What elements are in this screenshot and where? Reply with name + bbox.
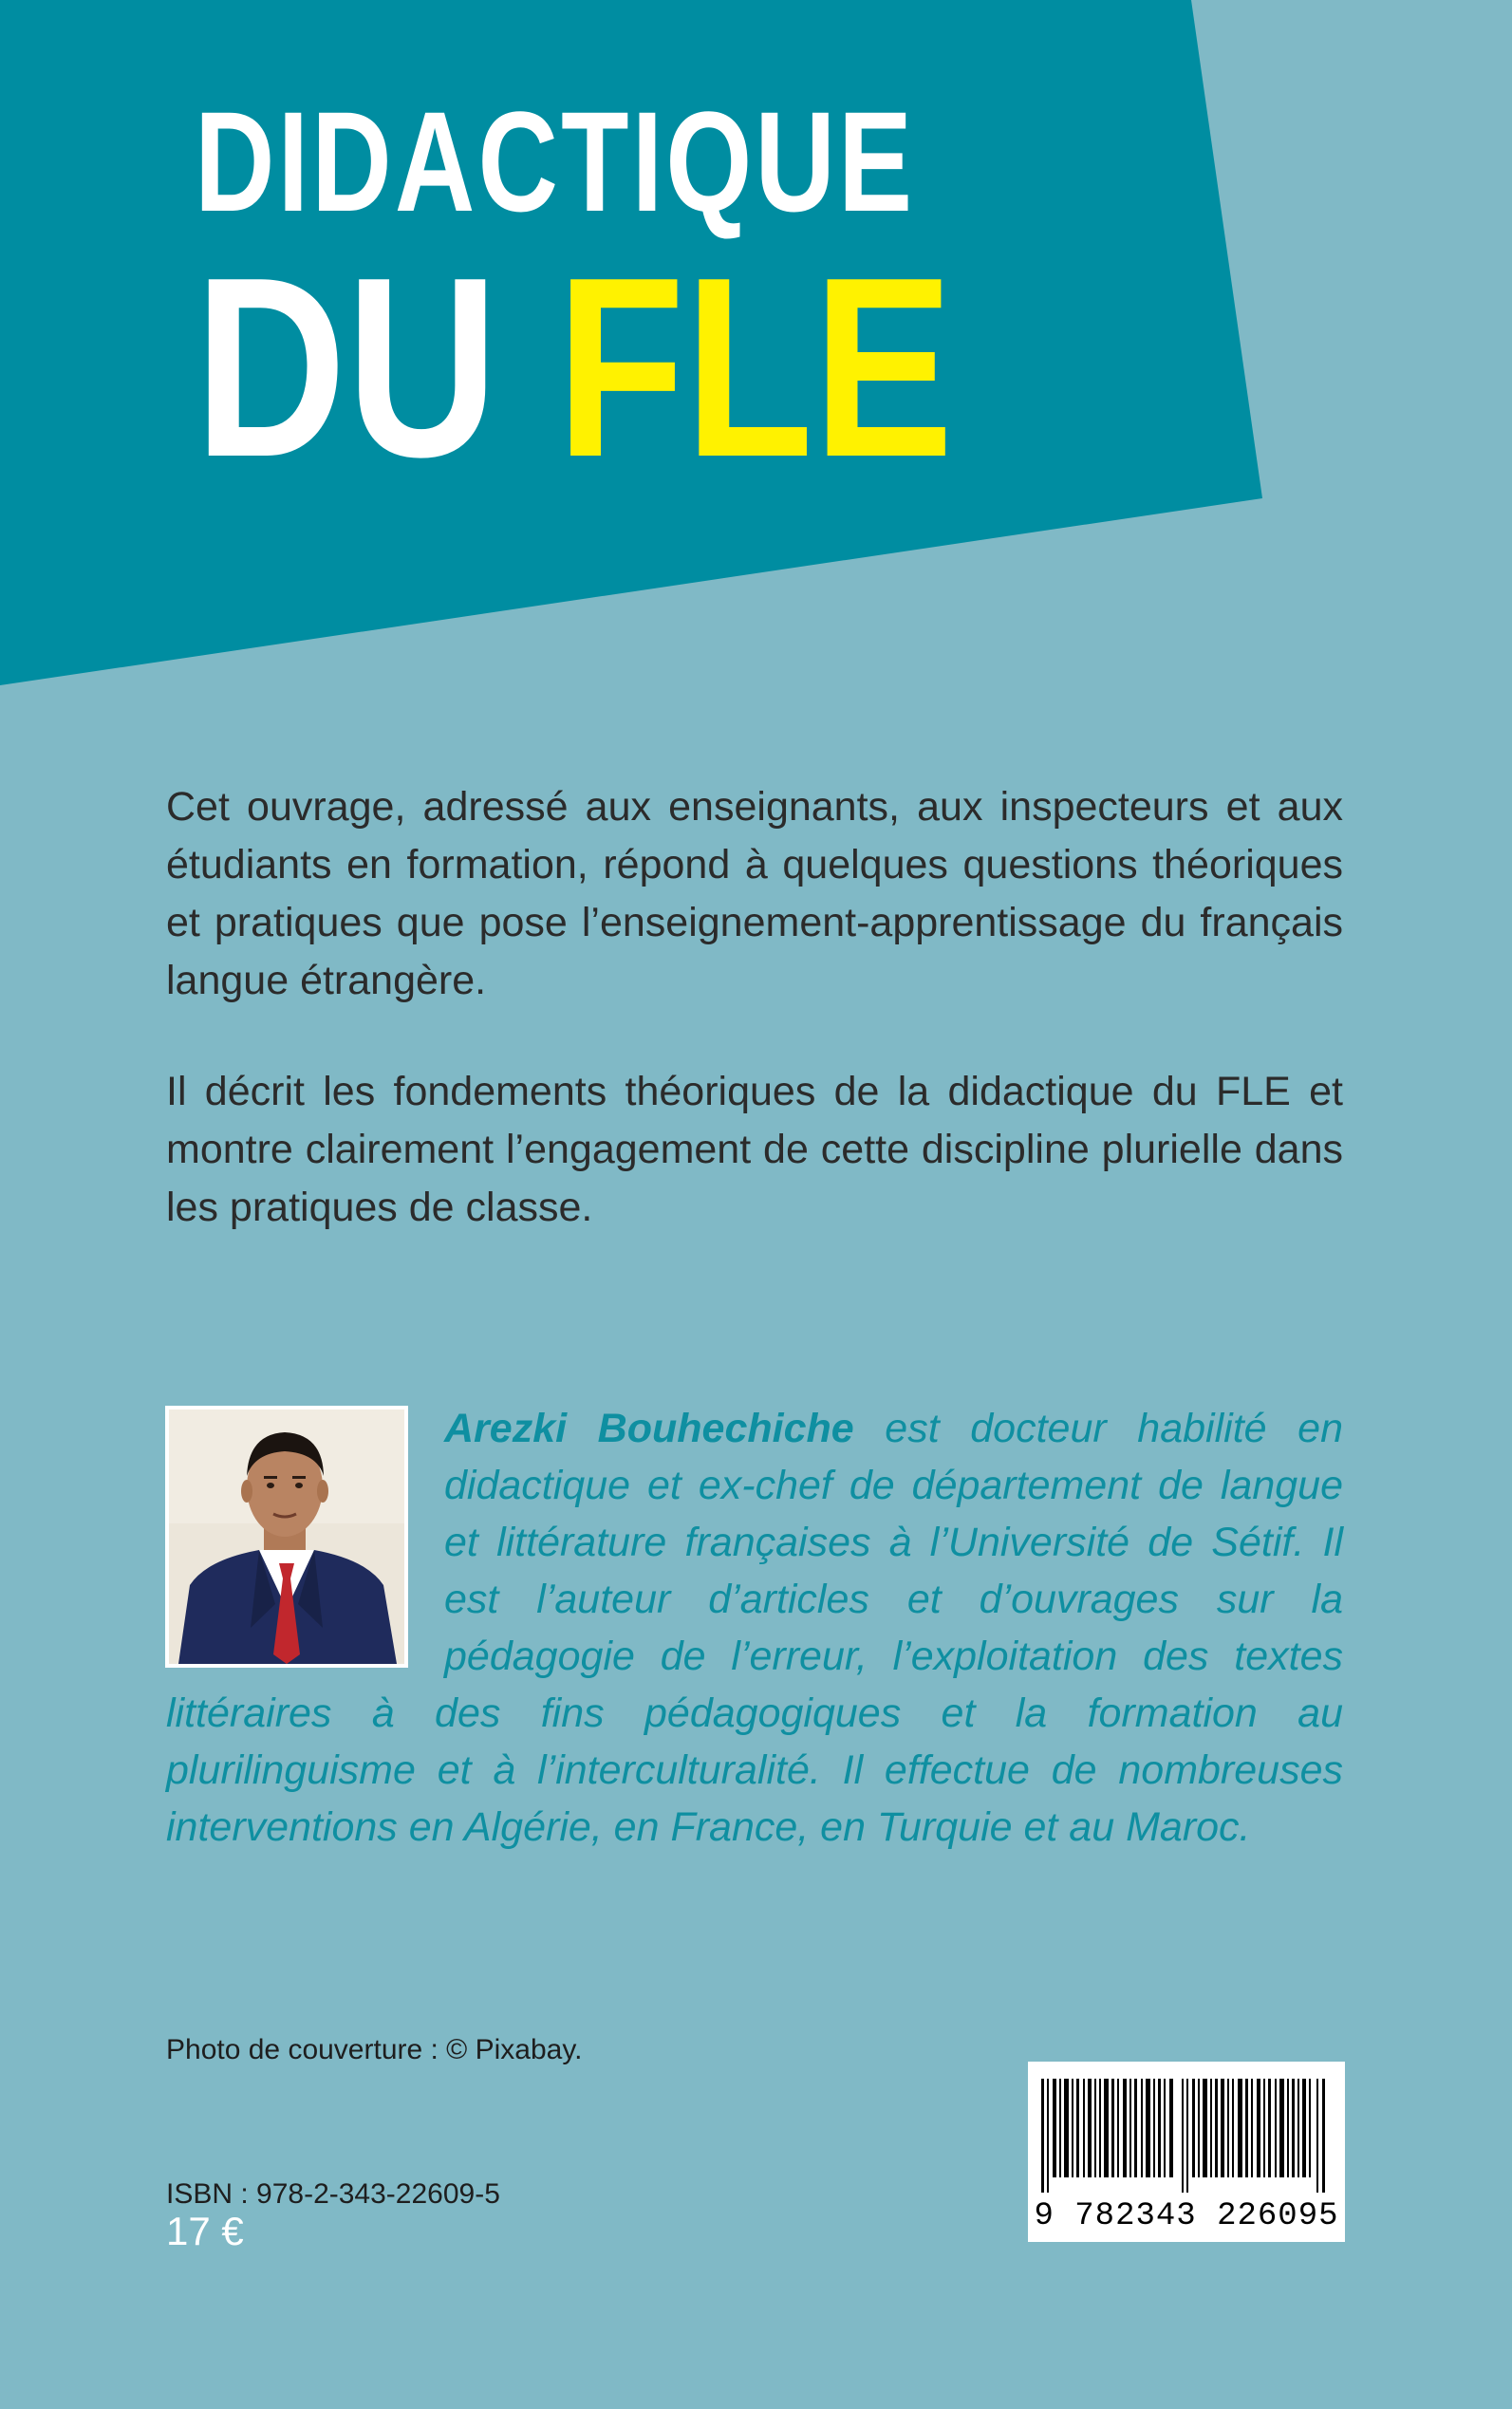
author-name: Arezki Bouhechiche — [444, 1406, 854, 1451]
barcode-digits: 9 782343 226095 — [1034, 2198, 1339, 2234]
description-paragraph-2: Il décrit les fondements théoriques de la didactique du FLE et montre clairement l’engagement de cette discipline plurielle dans les pratiques de classe. — [166, 1069, 1343, 1230]
title-du: DU — [195, 225, 557, 511]
description-paragraph-1: Cet ouvrage, adressé aux enseignants, aux inspecteurs et aux étudiants en formation, répond à quelques questions théoriques et pratiques que pose l’enseignement-apprentissage du français langue étrangère. — [166, 784, 1343, 1003]
title-fle: FLE — [556, 225, 954, 511]
book-title — [195, 82, 1120, 511]
author-bio-text: est docteur habilité en didactique et ex-chef de département de langue et littérature françaises à l’Université de Sétif. Il est l’auteur d’articles et d’ouvrages sur la pédagogie de l’erreur, l’exploitation des textes littéraires à des fins pédagogiques et la formation au plurilinguisme et à l’interculturalité. Il effectue de nombreuses interventions en Algérie, en France, en Turquie et au Maroc. — [166, 1406, 1344, 1850]
barcode — [1028, 2062, 1345, 2242]
barcode-icon — [1039, 2079, 1334, 2193]
isbn: ISBN : 978-2-343-22609-5 — [166, 2178, 500, 2210]
price: 17 € — [166, 2209, 244, 2253]
photo-credit: Photo de couverture : © Pixabay. — [166, 2034, 583, 2065]
title-line-1: DIDACTIQUE — [195, 82, 916, 241]
author-bio — [166, 1400, 1343, 1856]
title-line-2 — [195, 225, 954, 511]
